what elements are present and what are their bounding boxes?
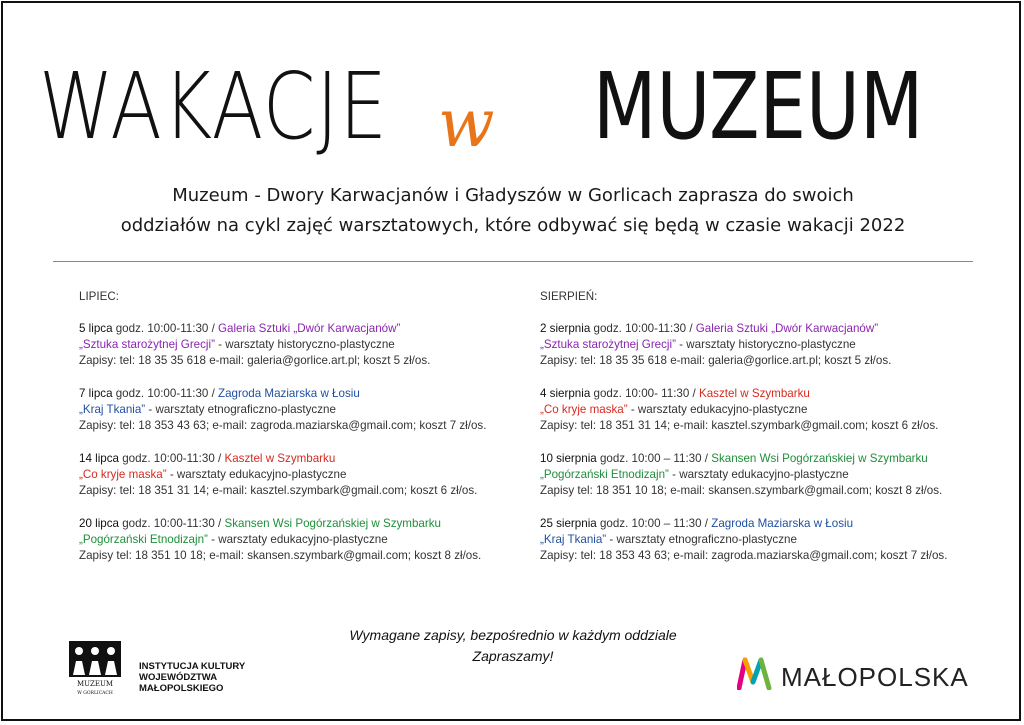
poster bbox=[1, 1, 1021, 721]
august-heading: SIERPIEŃ: bbox=[540, 290, 598, 303]
event-contact: Zapisy: tel: 18 35 35 618 e-mail: galeria@gorlice.art.pl; koszt 5 zł/os. bbox=[540, 354, 892, 367]
event-type: - warsztaty edukacyjno-plastyczne bbox=[627, 403, 808, 416]
event-contact: Zapisy: tel: 18 353 43 63; e-mail: zagroda.maziarska@gmail.com; koszt 7 zł/os. bbox=[79, 419, 487, 432]
event-date: 5 lipca bbox=[79, 322, 113, 335]
event-contact: Zapisy: tel: 18 35 35 618 e-mail: galeria@gorlice.art.pl; koszt 5 zł/os. bbox=[79, 354, 431, 367]
event-item bbox=[540, 516, 980, 564]
event-contact: Zapisy: tel: 18 351 31 14; e-mail: kasztel.szymbark@gmail.com; koszt 6 zł/os. bbox=[540, 419, 939, 432]
malopolska-m-icon bbox=[737, 656, 773, 690]
event-item bbox=[540, 386, 980, 434]
event-contact: Zapisy: tel: 18 353 43 63; e-mail: zagroda.maziarska@gmail.com; koszt 7 zł/os. bbox=[540, 549, 948, 562]
event-header-line bbox=[540, 451, 980, 467]
intro-line-2: oddziałów na cykl zajęć warsztatowych, które odbywać się będą w czasie wakacji 2022 bbox=[120, 215, 906, 236]
title-connector: w bbox=[438, 85, 495, 162]
event-workshop-line bbox=[79, 402, 519, 418]
event-item bbox=[79, 386, 519, 434]
july-column bbox=[79, 289, 519, 581]
event-workshop: „Kraj Tkania” bbox=[540, 533, 607, 546]
event-place: Kasztel w Szymbarku bbox=[224, 452, 336, 465]
event-workshop-line bbox=[79, 467, 519, 483]
event-header-line bbox=[540, 386, 980, 402]
event-contact: Zapisy: tel: 18 351 31 14; e-mail: kasztel.szymbark@gmail.com; koszt 6 zł/os. bbox=[79, 484, 478, 497]
event-header-line bbox=[79, 451, 519, 467]
event-workshop: „Sztuka starożytnej Grecji” bbox=[540, 338, 676, 351]
signup-note-line-1: Wymagane zapisy, bezpośrednio w każdym oddziale bbox=[349, 627, 677, 643]
event-header-line bbox=[79, 386, 519, 402]
event-date: 10 sierpnia bbox=[540, 452, 597, 465]
event-date: 7 lipca bbox=[79, 387, 113, 400]
event-item bbox=[79, 516, 519, 564]
museum-logo-text-2: W GORLICACH bbox=[77, 691, 113, 695]
july-heading: LIPIEC: bbox=[79, 290, 119, 303]
event-workshop: „Pogórzański Etnodizajn” bbox=[79, 533, 208, 546]
event-time: godz. 10:00-11:30 / bbox=[112, 322, 219, 335]
museum-logo-icon bbox=[67, 639, 123, 695]
institution-line-3: MAŁOPOLSKIEGO bbox=[139, 683, 224, 694]
event-workshop: „Kraj Tkania” bbox=[79, 403, 146, 416]
event-type: - warsztaty etnograficzno-plastyczne bbox=[145, 403, 336, 416]
event-header-line bbox=[540, 516, 980, 532]
event-date: 25 sierpnia bbox=[540, 517, 597, 530]
event-workshop-line bbox=[79, 337, 519, 353]
event-contact: Zapisy tel: 18 351 10 18; e-mail: skansen.szymbark@gmail.com; koszt 8 zł/os. bbox=[79, 549, 482, 562]
august-event-list bbox=[540, 321, 980, 564]
event-place: Galeria Sztuki „Dwór Karwacjanów” bbox=[218, 322, 401, 335]
event-workshop: „Co kryje maska” bbox=[79, 468, 167, 481]
event-item bbox=[540, 451, 980, 499]
institution-line-2: WOJEWÓDZTWA bbox=[139, 672, 218, 683]
event-type: - warsztaty historyczno-plastyczne bbox=[675, 338, 856, 351]
event-place: Skansen Wsi Pogórzańskiej w Szymbarku bbox=[224, 517, 441, 530]
title-muzeum: MUZEUM bbox=[593, 53, 924, 160]
museum-logo bbox=[67, 639, 123, 695]
event-date: 4 sierpnia bbox=[540, 387, 591, 400]
event-workshop-line bbox=[540, 532, 980, 548]
event-workshop-line bbox=[540, 337, 980, 353]
event-time: godz. 10:00-11:30 / bbox=[118, 452, 225, 465]
event-type: - warsztaty historyczno-plastyczne bbox=[214, 338, 395, 351]
event-workshop: „Co kryje maska” bbox=[540, 403, 628, 416]
event-item bbox=[79, 451, 519, 499]
event-date: 2 sierpnia bbox=[540, 322, 591, 335]
event-type: - warsztaty edukacyjno-plastyczne bbox=[207, 533, 388, 546]
event-place: Kasztel w Szymbarku bbox=[699, 387, 810, 400]
event-type: - warsztaty edukacyjno-plastyczne bbox=[166, 468, 347, 481]
event-header-line bbox=[79, 516, 519, 532]
event-contact: Zapisy tel: 18 351 10 18; e-mail: skansen.szymbark@gmail.com; koszt 8 zł/os. bbox=[540, 484, 943, 497]
event-place: Galeria Sztuki „Dwór Karwacjanów” bbox=[695, 322, 879, 335]
event-type: - warsztaty edukacyjno-plastyczne bbox=[668, 468, 849, 481]
malopolska-logo bbox=[737, 656, 987, 696]
intro-line-1: Muzeum - Dwory Karwacjanów i Gładyszów w Gorlicach zaprasza do swoich bbox=[172, 185, 854, 206]
event-workshop-line bbox=[540, 467, 980, 483]
event-header-line bbox=[79, 321, 519, 337]
event-workshop-line bbox=[79, 532, 519, 548]
event-workshop: „Sztuka starożytnej Grecji” bbox=[79, 338, 215, 351]
intro-text bbox=[3, 181, 1023, 241]
museum-logo-text-1: MUZEUM bbox=[76, 680, 114, 688]
event-time: godz. 10:00- 11:30 / bbox=[590, 387, 699, 400]
institution-label bbox=[139, 661, 245, 694]
event-place: Zagroda Maziarska w Łosiu bbox=[711, 517, 854, 530]
event-place: Zagroda Maziarska w Łosiu bbox=[218, 387, 360, 400]
event-time: godz. 10:00 – 11:30 / bbox=[596, 452, 712, 465]
event-item bbox=[79, 321, 519, 369]
event-time: godz. 10:00 – 11:30 / bbox=[596, 517, 712, 530]
event-header-line bbox=[540, 321, 980, 337]
event-time: godz. 10:00-11:30 / bbox=[112, 387, 219, 400]
event-item bbox=[540, 321, 980, 369]
signup-note-line-2: Zapraszamy! bbox=[472, 648, 554, 664]
august-column bbox=[540, 289, 980, 581]
institution-line-1: INSTYTUCJA KULTURY bbox=[139, 661, 246, 672]
poster-title bbox=[3, 53, 1023, 163]
event-workshop: „Pogórzański Etnodizajn” bbox=[540, 468, 669, 481]
event-time: godz. 10:00-11:30 / bbox=[590, 322, 696, 335]
malopolska-label: MAŁOPOLSKA bbox=[781, 662, 969, 692]
title-wakacje: WAKACJE bbox=[39, 53, 388, 160]
event-time: godz. 10:00-11:30 / bbox=[118, 517, 225, 530]
event-workshop-line bbox=[540, 402, 980, 418]
divider bbox=[53, 261, 973, 262]
july-event-list bbox=[79, 321, 519, 564]
event-date: 20 lipca bbox=[79, 517, 119, 530]
event-date: 14 lipca bbox=[79, 452, 119, 465]
event-place: Skansen Wsi Pogórzańskiej w Szymbarku bbox=[711, 452, 928, 465]
event-type: - warsztaty etnograficzno-plastyczne bbox=[606, 533, 797, 546]
